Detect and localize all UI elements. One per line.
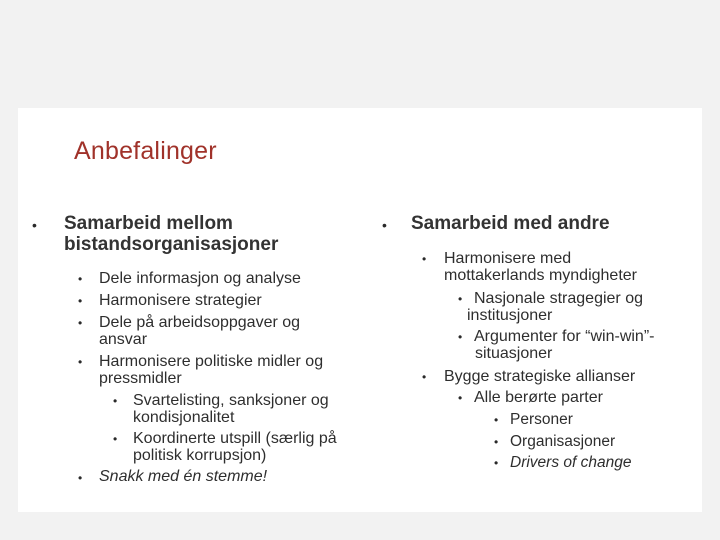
bullet-dot: • xyxy=(458,292,463,306)
left-subitem-2-line-2: politisk korrupsjon) xyxy=(133,447,267,464)
bullet-dot: • xyxy=(494,435,499,449)
bullet-dot: • xyxy=(78,294,83,308)
left-item-3-line-2: ansvar xyxy=(99,331,148,348)
right-subitem-2-line-2: situasjoner xyxy=(475,345,553,362)
right-subitem-2-line-1: Argumenter for “win-win”- xyxy=(474,328,655,345)
bullet-dot: • xyxy=(494,413,499,427)
bullet-dot: • xyxy=(422,252,427,266)
bullet-dot: • xyxy=(113,394,118,408)
bullet-dot: • xyxy=(458,330,463,344)
left-subitem-1-line-1: Svartelisting, sanksjoner og xyxy=(133,392,329,409)
slide-card xyxy=(18,108,702,512)
bullet-dot: • xyxy=(458,391,463,405)
slide-title: Anbefalinger xyxy=(74,137,217,165)
bullet-dot: • xyxy=(382,217,387,233)
bullet-dot: • xyxy=(32,217,37,233)
left-item-5: Snakk med én stemme! xyxy=(99,468,268,485)
left-item-1: Dele informasjon og analyse xyxy=(99,270,301,287)
right-subsubitem-2: Organisasjoner xyxy=(510,433,616,450)
left-item-3-line-1: Dele på arbeidsoppgaver og xyxy=(99,314,301,331)
bullet-dot: • xyxy=(494,456,499,470)
left-heading-line-2: bistandsorganisasjoner xyxy=(64,234,279,255)
bullet-dot: • xyxy=(78,316,83,330)
right-subsubitem-3: Drivers of change xyxy=(510,454,632,471)
left-subitem-2-line-1: Koordinerte utspill (særlig på xyxy=(133,430,337,447)
bullet-dot: • xyxy=(113,432,118,446)
bullet-dot: • xyxy=(78,272,83,286)
left-item-2: Harmonisere strategier xyxy=(99,292,262,309)
right-heading: Samarbeid med andre xyxy=(411,213,610,234)
right-item-2: Bygge strategiske allianser xyxy=(444,368,636,385)
right-subitem-3: Alle berørte parter xyxy=(474,389,603,406)
right-item-1-line-2: mottakerlands myndigheter xyxy=(444,267,637,284)
left-subitem-1-line-2: kondisjonalitet xyxy=(133,409,235,426)
right-item-1-line-1: Harmonisere med xyxy=(444,250,572,267)
left-heading-line-1: Samarbeid mellom xyxy=(64,213,233,234)
left-item-4-line-1: Harmonisere politiske midler og xyxy=(99,353,324,370)
right-subitem-1-line-1: Nasjonale stragegier og xyxy=(474,290,643,307)
bullet-dot: • xyxy=(78,355,83,369)
right-subitem-1-line-2: institusjoner xyxy=(467,307,553,324)
left-item-4-line-2: pressmidler xyxy=(99,370,182,387)
bullet-dot: • xyxy=(78,471,83,485)
bullet-dot: • xyxy=(422,370,427,384)
right-subsubitem-1: Personer xyxy=(510,411,573,428)
